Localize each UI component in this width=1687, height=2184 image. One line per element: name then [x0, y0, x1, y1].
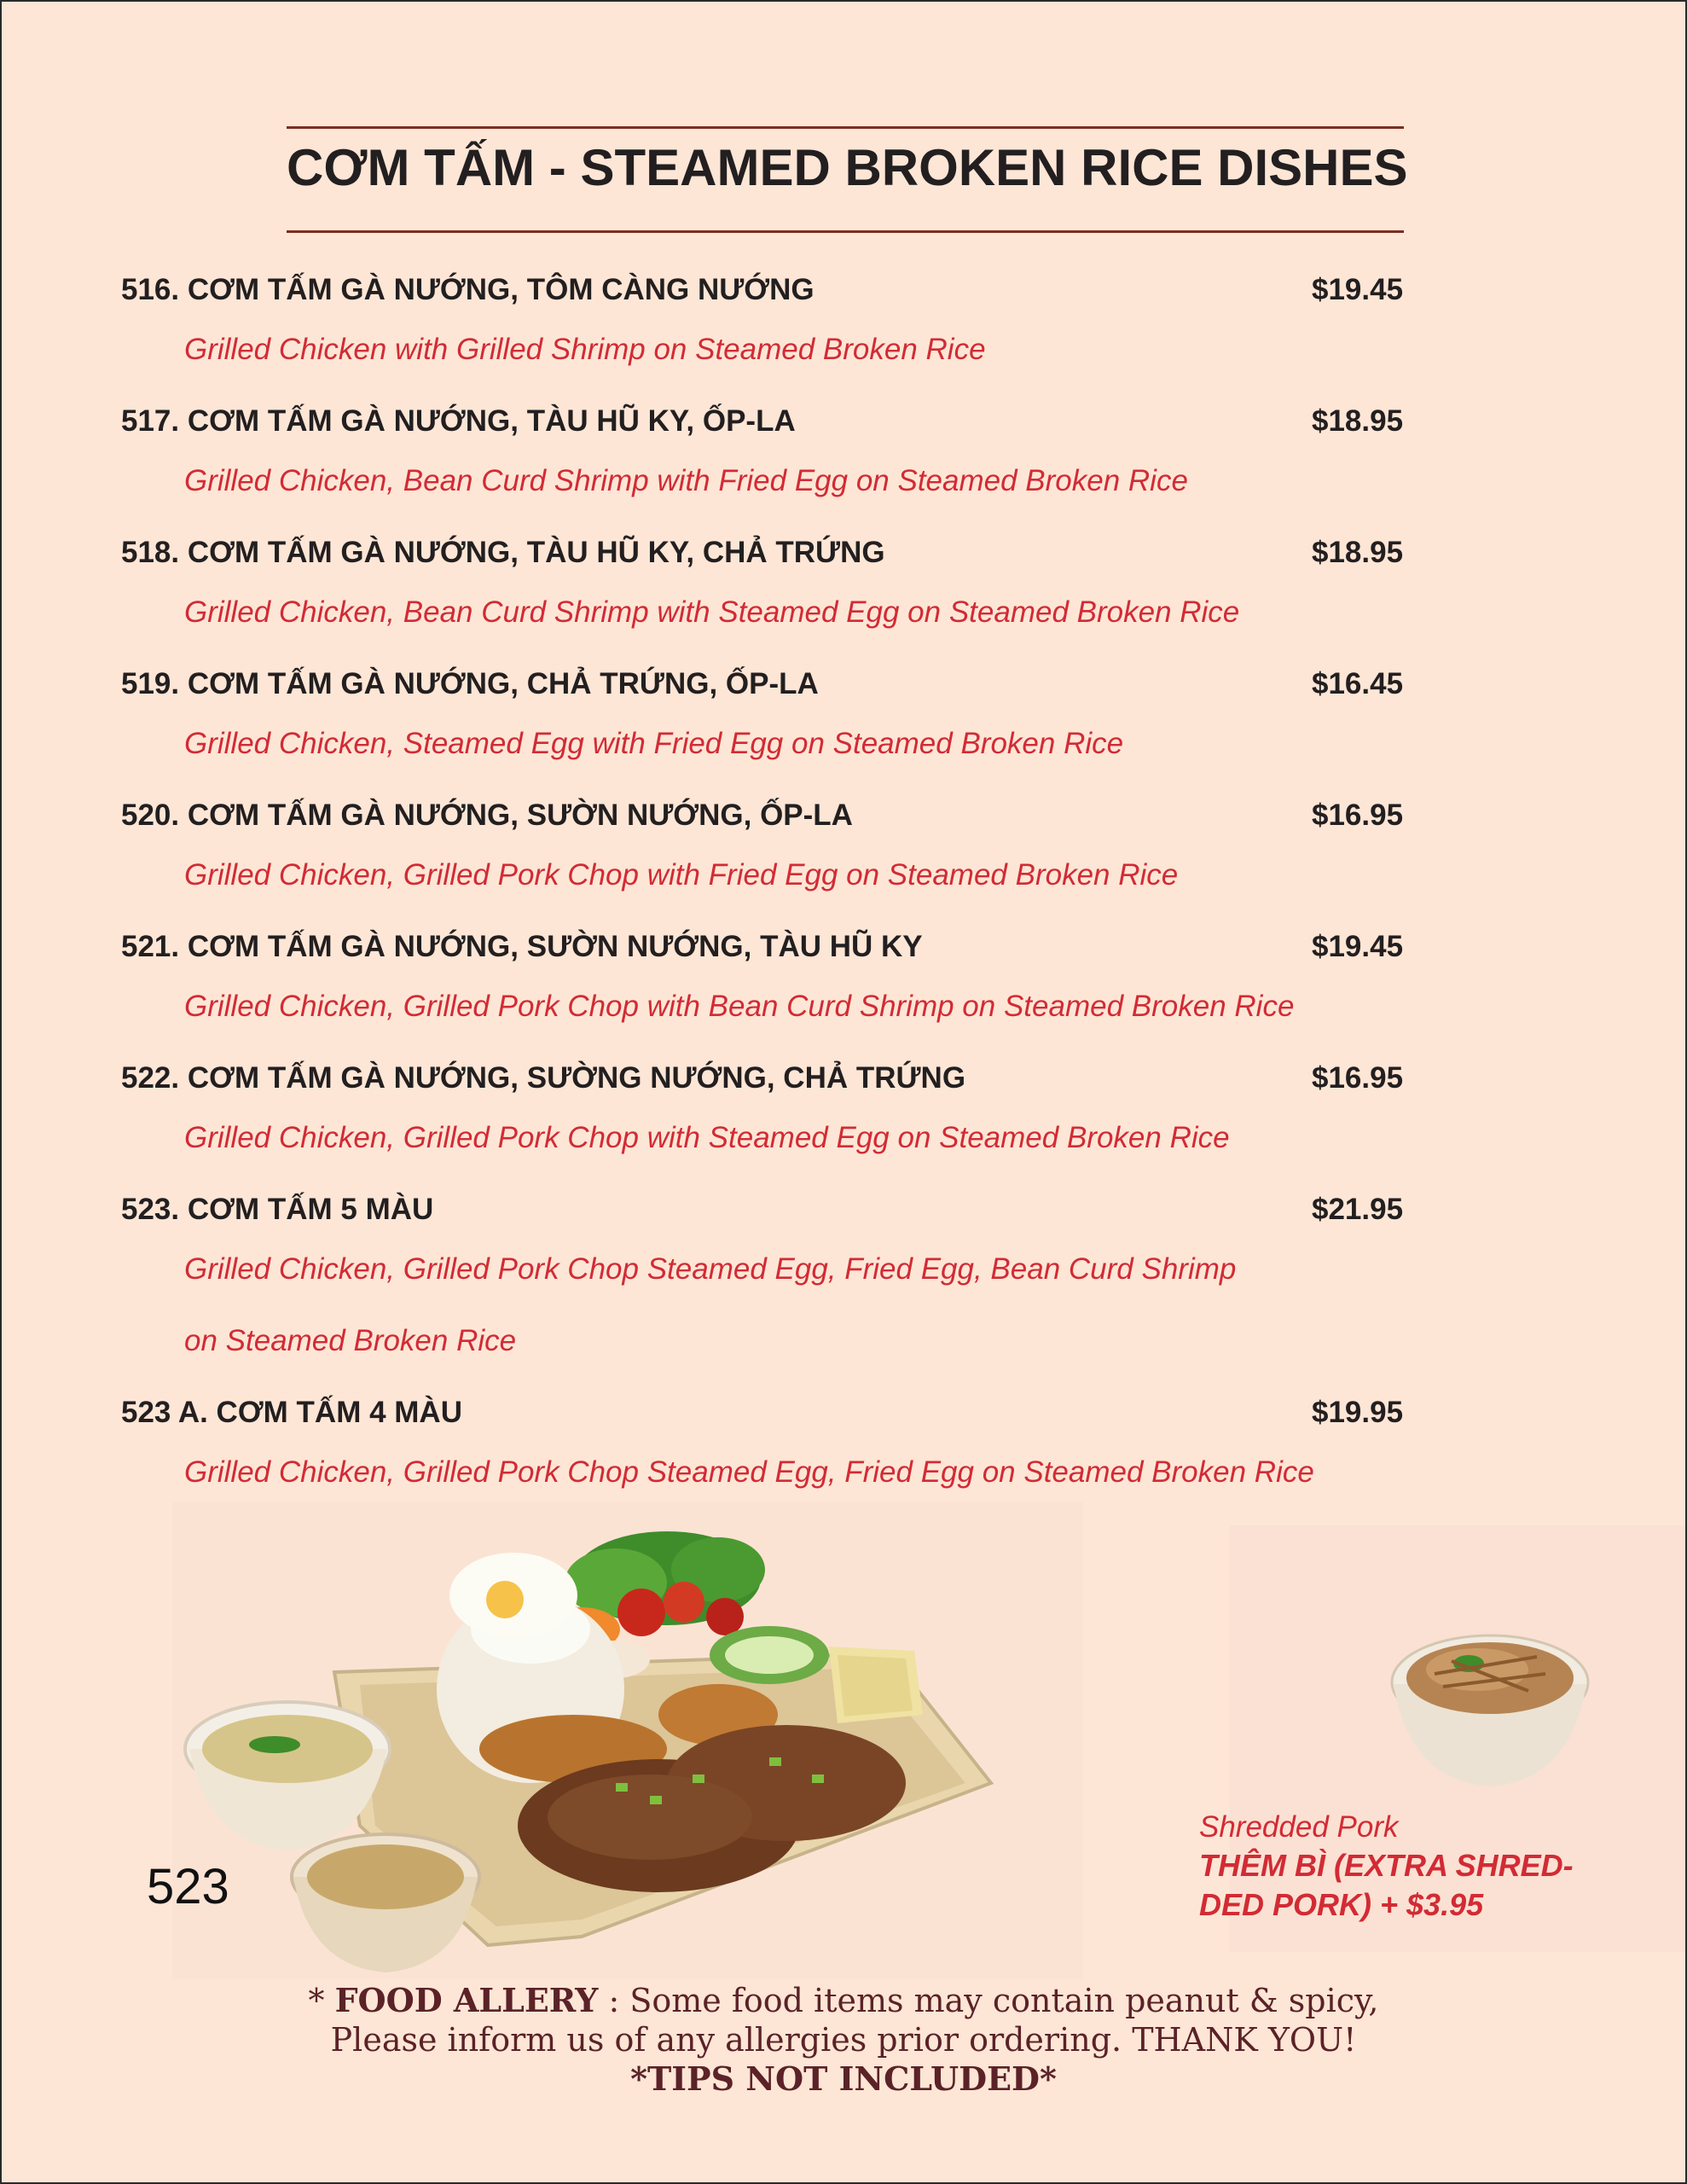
allergy-text: : Some food items may contain peanut & spicy,	[598, 1982, 1379, 2019]
allergy-heading: FOOD ALLERY	[334, 1981, 599, 2019]
menu-item-description: Grilled Chicken, Bean Curd Shrimp with Fried Egg on Steamed Broken Rice	[184, 464, 1188, 497]
menu-item-price: $19.95	[1312, 1396, 1404, 1429]
menu-item-price: $19.45	[1312, 273, 1404, 306]
title-bottom-rule	[287, 230, 1404, 233]
com-tam-plate-illustration	[172, 1502, 1083, 1979]
menu-item-price: $21.95	[1312, 1193, 1404, 1226]
tips-notice-text: *TIPS NOT INCLUDED*	[630, 2059, 1057, 2098]
menu-item-price: $18.95	[1312, 536, 1404, 569]
menu-item-description: Grilled Chicken, Grilled Pork Chop with Bean Curd Shrimp on Steamed Broken Rice	[184, 990, 1295, 1023]
title-top-rule	[287, 126, 1404, 129]
menu-item-price: $19.45	[1312, 930, 1404, 963]
menu-item-name: 520. CƠM TẤM GÀ NƯỚNG, SƯỜN NƯỚNG, ỐP-LA	[121, 799, 853, 832]
menu-item-description: Grilled Chicken, Steamed Egg with Fried Egg on Steamed Broken Rice	[184, 727, 1124, 760]
menu-item-description: Grilled Chicken, Grilled Pork Chop Steamed Egg, Fried Egg on Steamed Broken Rice	[184, 1455, 1314, 1489]
allergy-footer	[2, 1981, 1685, 2099]
allergy-notice-line	[2, 1981, 1685, 2020]
menu-item-name: 523 A. CƠM TẤM 4 MÀU	[121, 1396, 462, 1429]
menu-item-name: 516. CƠM TẤM GÀ NƯỚNG, TÔM CÀNG NƯỚNG	[121, 273, 815, 306]
side-dish-extra-note	[1199, 1846, 1626, 1925]
menu-item-price: $16.95	[1312, 799, 1404, 832]
menu-item-name: 521. CƠM TẤM GÀ NƯỚNG, SƯỜN NƯỚNG, TÀU HŨ KY	[121, 930, 923, 963]
menu-item-price: $16.45	[1312, 667, 1404, 700]
side-dish-extra-note-line: DED PORK) + $3.95	[1199, 1887, 1484, 1922]
allergy-inform-line: Please inform us of any allergies prior ordering. THANK YOU!	[330, 2021, 1357, 2059]
menu-item-name: 518. CƠM TẤM GÀ NƯỚNG, TÀU HŨ KY, CHẢ TRỨNG	[121, 536, 885, 569]
photo-dish-number: 523	[147, 1859, 229, 1914]
menu-item-description: Grilled Chicken with Grilled Shrimp on Steamed Broken Rice	[184, 333, 986, 366]
menu-item-description: Grilled Chicken, Bean Curd Shrimp with Steamed Egg on Steamed Broken Rice	[184, 595, 1240, 629]
menu-item-name: 517. CƠM TẤM GÀ NƯỚNG, TÀU HŨ KY, ỐP-LA	[121, 404, 796, 438]
menu-item-price: $16.95	[1312, 1061, 1404, 1095]
menu-item-name: 519. CƠM TẤM GÀ NƯỚNG, CHẢ TRỨNG, ỐP-LA	[121, 667, 819, 700]
tips-notice	[2, 2059, 1685, 2099]
menu-item-description: Grilled Chicken, Grilled Pork Chop with Steamed Egg on Steamed Broken Rice	[184, 1121, 1230, 1154]
side-dish-extra-note-line: THÊM BÌ (EXTRA SHRED-	[1199, 1848, 1574, 1883]
menu-item-price: $18.95	[1312, 404, 1404, 438]
allergy-prefix: *	[308, 1982, 335, 2019]
page-title: CƠM TẤM - STEAMED BROKEN RICE DISHES	[287, 139, 1408, 196]
menu-item-description: Grilled Chicken, Grilled Pork Chop with Fried Egg on Steamed Broken Rice	[184, 858, 1179, 892]
side-dish-caption: Shredded Pork	[1199, 1810, 1399, 1844]
menu-item-description: Grilled Chicken, Grilled Pork Chop Steamed Egg, Fried Egg, Bean Curd Shrimp	[184, 1252, 1237, 1286]
shredded-pork-bowl-illustration	[1383, 1623, 1597, 1793]
menu-item-name: 523. CƠM TẤM 5 MÀU	[121, 1193, 434, 1226]
menu-item-description-continued: on Steamed Broken Rice	[184, 1324, 517, 1357]
menu-item-name: 522. CƠM TẤM GÀ NƯỚNG, SƯỜNG NƯỚNG, CHẢ TRỨNG	[121, 1061, 966, 1095]
